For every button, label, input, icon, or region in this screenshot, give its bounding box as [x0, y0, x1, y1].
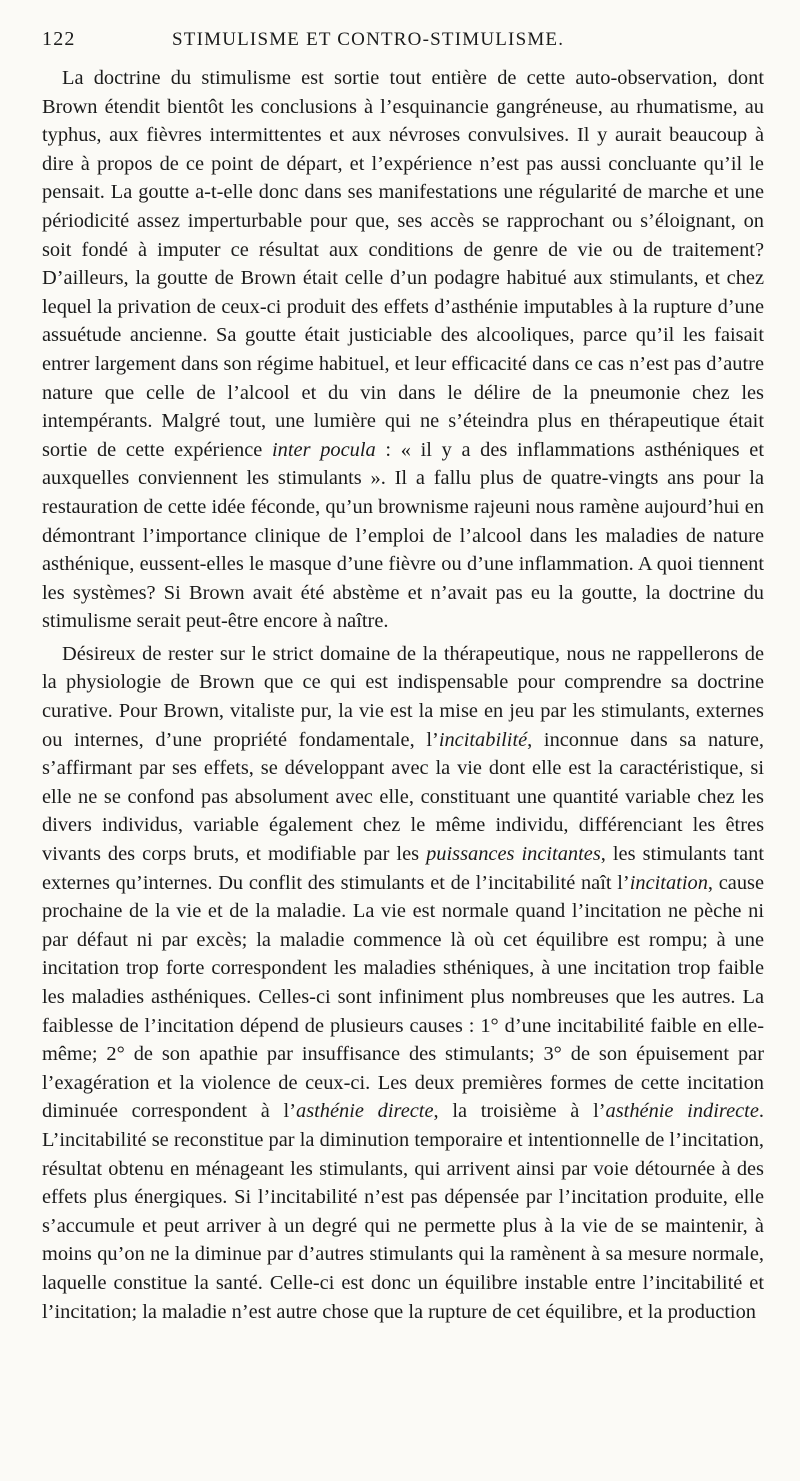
- text-run: : « il y a des inflammations asthéniques et auxquelles conviennent les stimulants ». Il a fallu plus de quatre-vingts ans pour la restauration de cette idée féconde, qu’un brownisme rajeuni nous ramène aujourd’hui en démontrant l’importance clinique de l’emploi de l’alcool dans les maladies de nature asthénique, eussent-elles le masque d’une fièvre ou d’une inflammation. A quoi tiennent les systèmes? Si Brown avait été abstème et n’avait pas eu la goutte, la doctrine du stimulisme serait peut-être encore à naître.: [42, 438, 765, 633]
- italic-term: incitation: [629, 871, 708, 894]
- italic-term: incitabilité: [438, 728, 528, 751]
- text-run: , la troisième à l’: [433, 1100, 606, 1123]
- text-run: , les stimulants tant externes qu’internes. Du conflit des stimulants et de l’incitabilité naît l’: [42, 843, 765, 894]
- text-run: , cause prochaine de la vie et de la maladie. La vie est normale quand l’incitation ne pèche ni par défaut ni par excès; la maladie commence là où cet équilibre est rompu; à une incitation trop forte correspondent les maladies sthéniques, à une incitation trop faible les maladies asthéniques. Celles-ci sont infiniment plus nombreuses que les autres. La faiblesse de l’incitation dépend de plusieurs causes : 1° d’une incitabilité faible en elle-même; 2° de son apathie par insuffisance des stimulants; 3° de son épuisement par l’exagération et la violence de ceux-ci. Les deux premières formes de cette incitation diminuée correspondent à l’: [42, 871, 765, 1123]
- italic-term: asthénie indirecte: [605, 1100, 759, 1123]
- paragraph: [42, 64, 764, 636]
- text-run: Désireux de rester sur le strict domaine de la thérapeutique, nous ne rappellerons de la physiologie de Brown que ce qui est indispensable pour comprendre sa doctrine curative. Pour Brown, vitaliste pur, la vie est la mise en jeu par les stimulants, externes ou internes, d’une propriété fondamentale, l’: [42, 642, 764, 751]
- italic-term: puissances incitantes: [426, 843, 601, 866]
- paragraph: [42, 640, 764, 1326]
- italic-term: inter pocula: [272, 438, 376, 461]
- text-run: La doctrine du stimulisme est sortie tout entière de cette auto-observation, dont Brown étendit bientôt les conclusions à l’esquinancie gangréneuse, au rhumatisme, au typhus, aux fièvres intermittentes et aux névroses convulsives. Il y aurait beaucoup à dire à propos de ce point de départ, et l’expérience n’est pas aussi concluante qu’il le pensait. La goutte a-t-elle donc dans ses manifestations une régularité de marche et une périodicité assez imperturbable pour que, ses accès se rapprochant ou s’éloignant, on soit fondé à imputer ce résultat aux conditions de genre de vie ou de traitement? D’ailleurs, la goutte de Brown était celle d’un podagre habitué aux stimulants, et chez lequel la privation de ceux-ci produit des effets d’asthénie imputables à la rupture d’une assuétude ancienne. Sa goutte était justiciable des alcooliques, parce qu’il les faisait entrer largement dans son régime habituel, et leur efficacité dans ce cas n’est pas d’autre nature que celle de l’alcool et du vin dans le délire de la pneumonie chez les intempérants. Malgré tout, une lumière qui ne s’éteindra plus en thérapeutique était sortie de cette expérience: [42, 67, 764, 461]
- page-header: [42, 28, 764, 58]
- body-text: [42, 64, 764, 1326]
- italic-term: asthénie directe: [296, 1100, 434, 1123]
- text-run: , inconnue dans sa nature, s’affirmant par ses effets, se développant avec la vie dont elle est la caractéristique, si elle ne se confond pas absolument avec elle, constituant une quantité variable chez les divers individus, variable également chez le même individu, différenciant les êtres vivants des corps bruts, et modifiable par les: [42, 728, 764, 866]
- page-number: 122: [42, 28, 76, 50]
- text-run: . L’incitabilité se reconstitue par la diminution temporaire et intentionnelle de l’incitation, résultat obtenu en ménageant les stimulants, qui arrivent ainsi par voie détournée à des effets plus énergiques. Si l’incitabilité n’est pas dépensée par l’incitation produite, elle s’accumule et peut arriver à un degré qui ne permette plus à la vie de se maintenir, à moins qu’on ne la diminue par d’autres stimulants qui la ramènent à sa mesure normale, laquelle constitue la santé. Celle-ci est donc un équilibre instable entre l’incitabilité et l’incitation; la maladie n’est autre chose que la rupture de cet équilibre, et la production: [42, 1100, 765, 1323]
- running-title: STIMULISME ET CONTRO-STIMULISME.: [172, 29, 565, 50]
